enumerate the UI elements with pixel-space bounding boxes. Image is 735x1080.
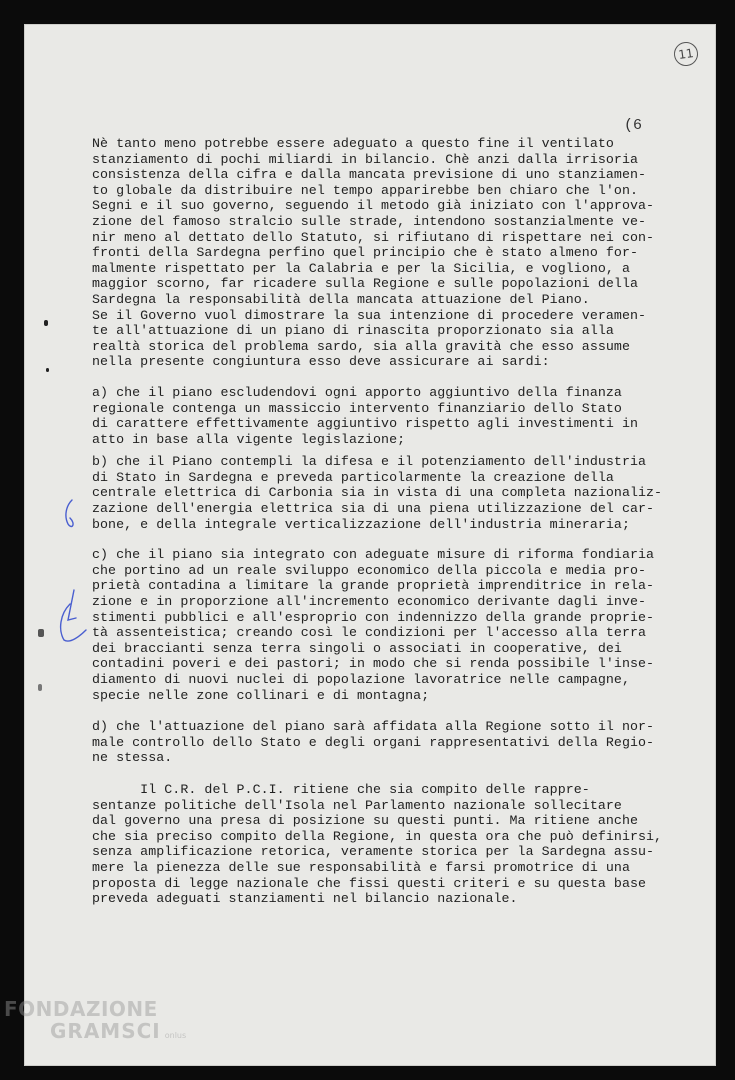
text-line: nir meno al dettato dello Statuto, si rifiutano di rispettare nei con- [92,229,655,245]
paragraph-gap [92,532,692,547]
paragraph-gap [92,447,692,454]
text-line: centrale elettrica di Carbonia sia in vista di una completa nazionaliz- [92,485,663,501]
text-line: zione del famoso stralcio sulle strade, intendono sostanzialmente ve- [92,213,647,229]
punch-hole-mark [38,629,44,637]
text-line: b) che il Piano contempli la difesa e il potenziamento dell'industria [92,454,647,470]
text-line: che sia preciso compito della Regione, in questa ora che può definirsi, [92,828,663,844]
watermark-name: GRAMSCI [50,1019,161,1043]
text-line: realtà storica del problema sardo, sia alla gravità che esso assume [92,338,630,354]
text-line: senza amplificazione retorica, veramente storica per la Sardegna assu- [92,844,655,860]
text-line: Se il Governo vuol dimostrare la sua intenzione di procedere veramen- [92,307,647,323]
punch-hole-mark [44,320,48,326]
text-line: regionale contenga un massiccio intervento finanziario dello Stato [92,400,622,416]
text-line: proposta di legge nazionale che fissi questi criteri e su questa base [92,875,647,891]
text-line: di Stato in Sardegna e preveda particolarmente la creazione della [92,469,614,485]
text-line: te all'attuazione di un piano di rinascita proporzionato sia alla [92,323,614,339]
text-line: mere la pienezza delle sue responsabilità e farsi promotrice di una [92,859,630,875]
watermark-line1: FONDAZIONE [4,997,158,1021]
text-line: che portino ad un reale sviluppo economico della piccola e media pro- [92,562,647,578]
text-line: Segni e il suo governo, seguendo il metodo già iniziato con l'approva- [92,198,655,214]
document-page [24,24,716,1066]
watermark-line2 [4,1020,186,1047]
text-line: sentanze politiche dell'Isola nel Parlamento nazionale sollecitare [92,797,622,813]
pen-annotation-icon [54,494,94,654]
text-line: bone, e della integrale verticalizzazione dell'industria mineraria; [92,516,630,532]
text-line: prietà contadina a limitare la grande proprietà imprenditrice in rela- [92,578,655,594]
typed-page-number: (6 [624,117,643,134]
text-line: stanziamento di pochi miliardi in bilancio. Chè anzi dalla irrisoria [92,151,639,167]
text-line: consistenza della cifra e dalla mancata previsione di uno stanziamen- [92,167,647,183]
text-line: male controllo dello Stato e degli organi rappresentativi della Regio- [92,734,655,750]
text-line: malmente rispettato per la Calabria e per la Sicilia, e vogliono, a [92,260,630,276]
text-line: ne stessa. [92,750,173,766]
text-line: di carattere effettivamente aggiuntivo rispetto agli investimenti in [92,416,639,432]
text-line: Nè tanto meno potrebbe essere adeguato a questo fine il ventilato [92,136,614,151]
paragraph-gap [92,703,692,719]
text-line [92,907,692,923]
paragraph-gap [92,370,692,385]
punch-hole-mark [46,368,49,372]
text-line: stimenti pubblici e all'esproprio con indennizzo della grande proprie- [92,609,655,625]
handwritten-page-number: 11 [672,40,699,67]
text-line: d) che l'attuazione del piano sarà affidata alla Regione sotto il nor- [92,719,655,735]
text-line: atto in base alla vigente legislazione; [92,431,406,447]
text-line: zione e in proporzione all'incremento economico derivante dagli inve- [92,594,647,610]
text-line: c) che il piano sia integrato con adeguate misure di riforma fondiaria [92,547,655,563]
text-line: a) che il piano escludendovi ogni apporto aggiuntivo della finanza [92,384,622,400]
text-line: maggior scorno, far ricadere sulla Regione e sulle popolazioni della [92,276,639,292]
archive-watermark [4,998,186,1047]
text-line: fronti della Sardegna perfino quel principio che è stato almeno for- [92,245,639,261]
text-line: dei braccianti senza terra singoli o associati in cooperative, dei [92,640,622,656]
text-line: Il C.R. del P.C.I. ritiene che sia compito delle rappre- [92,781,590,797]
paragraph-gap [92,766,692,782]
text-line: diamento di nuovi nuclei di popolazione lavoratrice nelle campagne, [92,672,630,687]
typed-body-text [92,136,692,922]
text-line: contadini poveri e dei pastori; in modo che si renda possibile l'inse- [92,656,655,672]
text-line: zazione dell'energia elettrica sia di una piena utilizzazione del car- [92,501,655,517]
text-line: Sardegna la responsabilità della mancata attuazione del Piano. [92,291,590,307]
text-line: tà assenteistica; creando così le condizioni per l'accesso alla terra [92,625,647,641]
watermark-suffix: onlus [164,1031,187,1040]
punch-hole-mark [38,684,42,691]
text-line: preveda adeguati stanziamenti nel bilancio nazionale. [92,891,518,907]
text-line: specie nelle zone collinari e di montagna; [92,687,430,703]
text-line: dal governo una presa di posizione su questi punti. Ma ritiene anche [92,813,639,829]
text-line: nella presente congiuntura esso deve assicurare ai sardi: [92,354,550,370]
text-line: to globale da distribuire nel tempo apparirebbe ben chiaro che l'on. [92,182,639,198]
